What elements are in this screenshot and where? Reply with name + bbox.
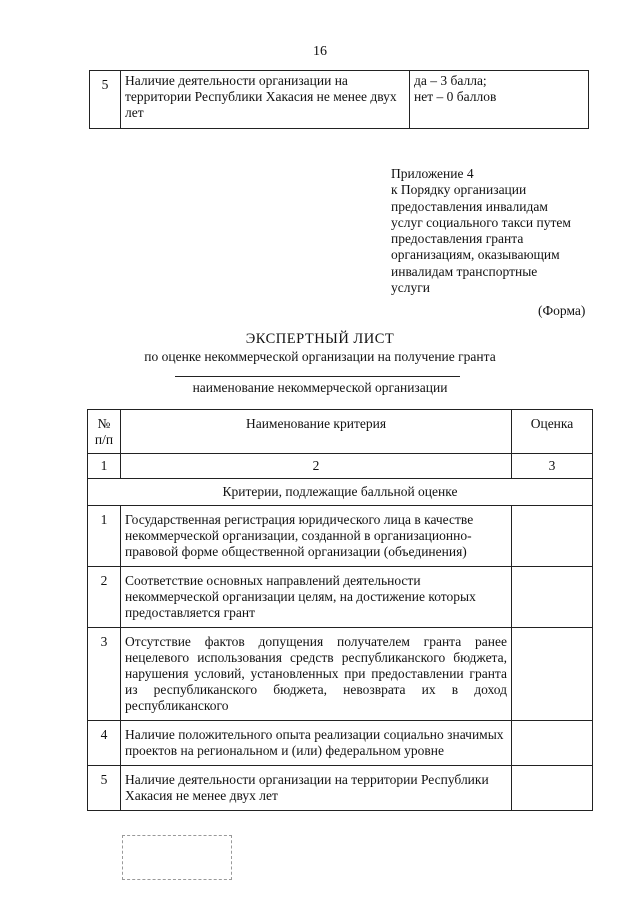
- score-cell[interactable]: [512, 721, 593, 766]
- column-index: 2: [121, 454, 512, 479]
- document-title: ЭКСПЕРТНЫЙ ЛИСТ: [245, 331, 395, 347]
- criterion-text: Отсутствие фактов допущения получателем гранта ранее нецелевого использования средств республиканского бюджета, нарушения условий, установленных при предоставлении гранта из республиканского бюджета, невозврата их в доход республиканского: [121, 628, 512, 721]
- score-cell[interactable]: [512, 766, 593, 811]
- criterion-text: Соответствие основных направлений деятельности некоммерческой организации целям, на достижение которых предоставляется грант: [121, 567, 512, 628]
- continued-criteria-table: [89, 70, 589, 129]
- column-index: 3: [512, 454, 593, 479]
- score-cell[interactable]: [512, 506, 593, 567]
- page-number: 16: [313, 44, 327, 59]
- score-line: нет – 0 баллов: [414, 89, 497, 104]
- header-score: Оценка: [512, 410, 593, 454]
- criterion-text: Наличие положительного опыта реализации социально значимых проектов на региональном и (или) федеральном уровне: [121, 721, 512, 766]
- appendix-line: организациям, оказывающим: [391, 247, 560, 263]
- appendix-line: услуги: [391, 280, 430, 296]
- score-cell[interactable]: [512, 628, 593, 721]
- appendix-line: инвалидам транспортные: [391, 263, 538, 279]
- table-row: [88, 628, 593, 721]
- column-index: 1: [88, 454, 121, 479]
- expert-sheet-table: [87, 409, 593, 811]
- criterion-number: 2: [88, 567, 121, 628]
- table-row: [88, 567, 593, 628]
- criterion-number: 5: [90, 71, 121, 129]
- table-row: [88, 721, 593, 766]
- criterion-text: Наличие деятельности организации на территории Республики Хакасия не менее двух лет: [121, 766, 512, 811]
- criterion-number: 3: [88, 628, 121, 721]
- appendix-line: предоставления гранта: [391, 231, 524, 247]
- header-criterion: Наименование критерия: [121, 410, 512, 454]
- table-header-row: [88, 410, 593, 454]
- appendix-line: Приложение 4: [391, 166, 474, 181]
- score-cell[interactable]: [512, 567, 593, 628]
- header-number: № п/п: [88, 410, 121, 454]
- org-name-caption: наименование некоммерческой организации: [192, 380, 448, 395]
- criterion-number: 1: [88, 506, 121, 567]
- criterion-number: 5: [88, 766, 121, 811]
- appendix-line: к Порядку организации: [391, 182, 527, 198]
- criterion-score-rule: [410, 71, 589, 129]
- faded-stamp: [122, 835, 232, 880]
- criterion-text: Государственная регистрация юридического лица в качестве некоммерческой организации, созданной в организационно-правовой форме общественной организации (объединения): [121, 506, 512, 567]
- section-row: [88, 479, 593, 506]
- org-name-underline: [175, 376, 460, 377]
- table-row: [88, 766, 593, 811]
- appendix-header: [391, 166, 601, 296]
- score-line: да – 3 балла;: [414, 73, 487, 88]
- criterion-number: 4: [88, 721, 121, 766]
- criterion-text: Наличие деятельности организации на территории Республики Хакасия не менее двух лет: [121, 71, 410, 129]
- column-index-row: [88, 454, 593, 479]
- appendix-line: предоставления инвалидам: [391, 198, 548, 214]
- section-title: Критерии, подлежащие балльной оценке: [88, 479, 593, 506]
- table-row: [88, 506, 593, 567]
- form-label: (Форма): [538, 303, 586, 318]
- document-subtitle: по оценке некоммерческой организации на получение гранта: [144, 349, 496, 364]
- appendix-line: услуг социального такси путем: [391, 214, 571, 230]
- table-row: [90, 71, 589, 129]
